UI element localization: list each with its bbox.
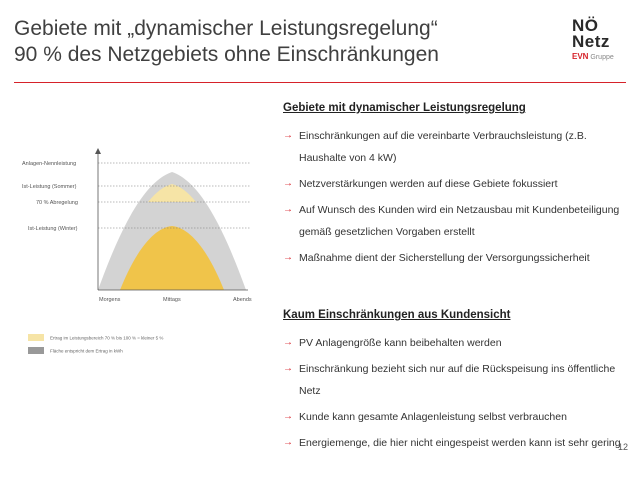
power-curve-svg (0, 140, 270, 320)
label-winter: Ist-Leistung (Winter) (28, 226, 78, 232)
arrow-right-icon: → (283, 204, 293, 215)
section-customer-view (283, 309, 633, 458)
xlabel-noon: Mittags (163, 297, 181, 303)
bullet-text: Kunde kann gesamte Anlagenleistung selbst verbrauchen (299, 411, 567, 423)
page-number: 12 (618, 442, 629, 452)
title-line-1: Gebiete mit „dynamischer Leistungsregelung“ (14, 17, 438, 40)
legend-item-2 (28, 342, 163, 352)
title-line-2: 90 % des Netzgebiets ohne Einschränkungen (14, 43, 439, 66)
bullet-text: Maßnahme dient der Sicherstellung der Versorgungssicherheit (299, 252, 590, 264)
arrow-right-icon: → (283, 337, 293, 348)
xlabel-morning: Morgens (99, 297, 121, 303)
noe-netz-logo (572, 18, 628, 63)
legend-swatch-gray (28, 347, 44, 354)
label-nominal: Anlagen-Nennleistung (22, 161, 77, 167)
arrow-right-icon: → (283, 363, 293, 374)
list-item (283, 358, 633, 402)
legend-text-2: Fläche entspricht dem Ertrag in kWh (50, 348, 123, 354)
label-summer: Ist-Leistung (Sommer) (22, 184, 77, 190)
logo-group: Gruppe (590, 54, 614, 61)
list-item (283, 332, 633, 354)
list-item (283, 432, 633, 454)
list-item (283, 125, 633, 169)
bullet-text: Netzverstärkungen werden auf diese Gebiete fokussiert (299, 178, 558, 190)
diagram-legend (28, 329, 163, 355)
list-item (283, 406, 633, 428)
section-1-list (283, 125, 633, 269)
section-2-heading: Kaum Einschränkungen aus Kundensicht (283, 309, 511, 321)
bullet-text: Einschränkung bezieht sich nur auf die Rückspeisung ins öffentliche Netz (299, 363, 616, 397)
page-title (14, 16, 439, 68)
bullet-text: Auf Wunsch des Kunden wird ein Netzausbau mit Kundenbeteiligung gemäß gesetzlichen Vorgaben erstellt (299, 204, 620, 238)
arrow-right-icon: → (283, 437, 293, 448)
bullet-text: Einschränkungen auf die vereinbarte Verbrauchsleistung (z.B. Haushalte von 4 kW) (299, 130, 587, 164)
bullet-text: Energiemenge, die hier nicht eingespeist werden kann ist sehr gering (299, 437, 621, 449)
arrow-right-icon: → (283, 252, 293, 263)
logo-brand: EVN (572, 52, 589, 61)
section-2-list (283, 332, 633, 454)
section-dynamic-regulation (283, 102, 633, 273)
arrow-right-icon: → (283, 178, 293, 189)
power-curve-diagram (0, 140, 270, 325)
legend-text-1: Ertrag im Leistungsbereich 70 % bis 100 % = kleiner 5 % (50, 335, 164, 341)
bullet-text: PV Anlagengröße kann beibehalten werden (299, 337, 502, 349)
logo-line-2: Netz (572, 32, 610, 51)
list-item (283, 173, 633, 195)
section-1-heading: Gebiete mit dynamischer Leistungsregelung (283, 102, 526, 114)
legend-item-1 (28, 329, 163, 339)
title-divider (14, 82, 626, 83)
label-abregelung: 70 % Abregelung (36, 200, 78, 206)
arrow-right-icon: → (283, 411, 293, 422)
logo-line-1: NÖ (572, 16, 599, 35)
list-item (283, 199, 633, 243)
arrow-right-icon: → (283, 130, 293, 141)
list-item (283, 247, 633, 269)
logo-subline (572, 52, 628, 63)
y-axis-arrow-icon (95, 148, 101, 154)
xlabel-evening: Abends (233, 297, 252, 303)
legend-swatch-light-yellow (28, 334, 44, 341)
